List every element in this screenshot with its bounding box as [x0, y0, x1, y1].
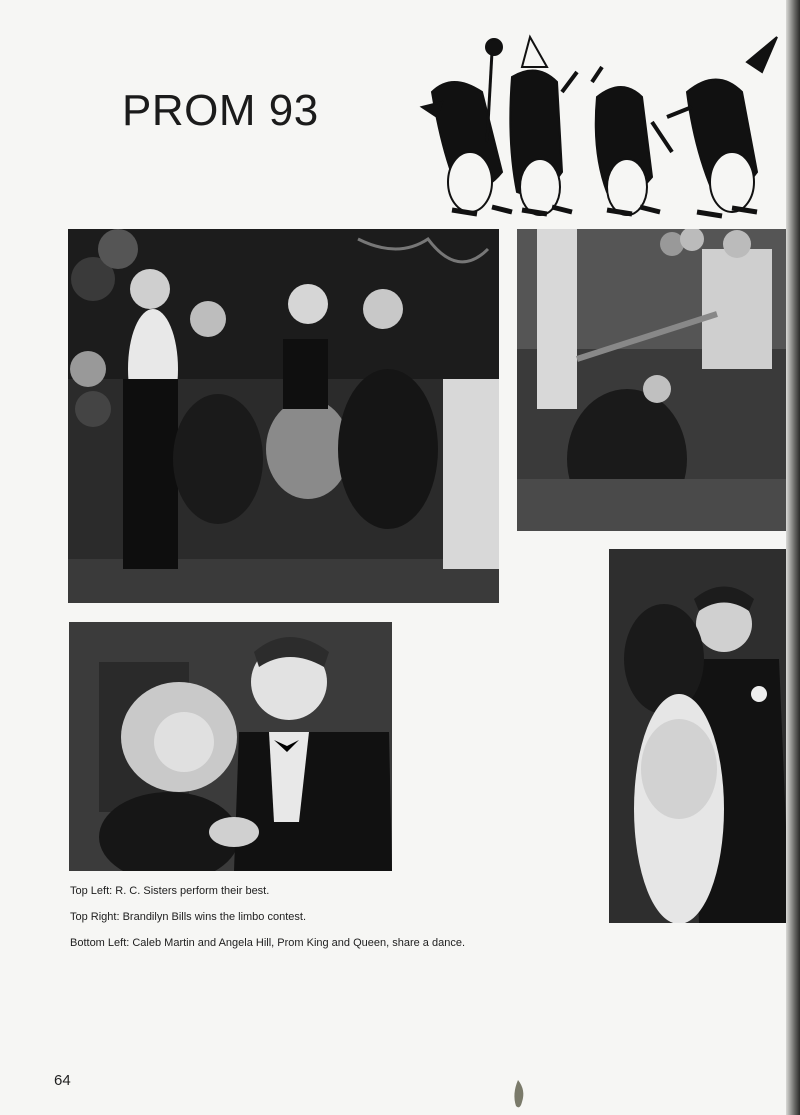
- page-number: 64: [54, 1072, 71, 1089]
- penguin-illustration: [412, 22, 792, 222]
- photo-bottom-left: [69, 622, 392, 871]
- page-title: PROM 93: [122, 86, 319, 135]
- caption-bottom-left: Bottom Left: Caleb Martin and Angela Hill, Prom King and Queen, share a dance.: [70, 937, 466, 949]
- paper-smudge: [512, 1080, 528, 1110]
- caption-top-right: Top Right: Brandilyn Bills wins the limbo contest.: [70, 911, 306, 923]
- photo-top-right: [517, 229, 788, 531]
- photo-top-left: [68, 229, 499, 603]
- photo-right-middle: [609, 549, 790, 923]
- binding-edge: [786, 0, 800, 1115]
- photo-captions: [70, 884, 506, 962]
- caption-top-left: Top Left: R. C. Sisters perform their best.: [70, 885, 270, 897]
